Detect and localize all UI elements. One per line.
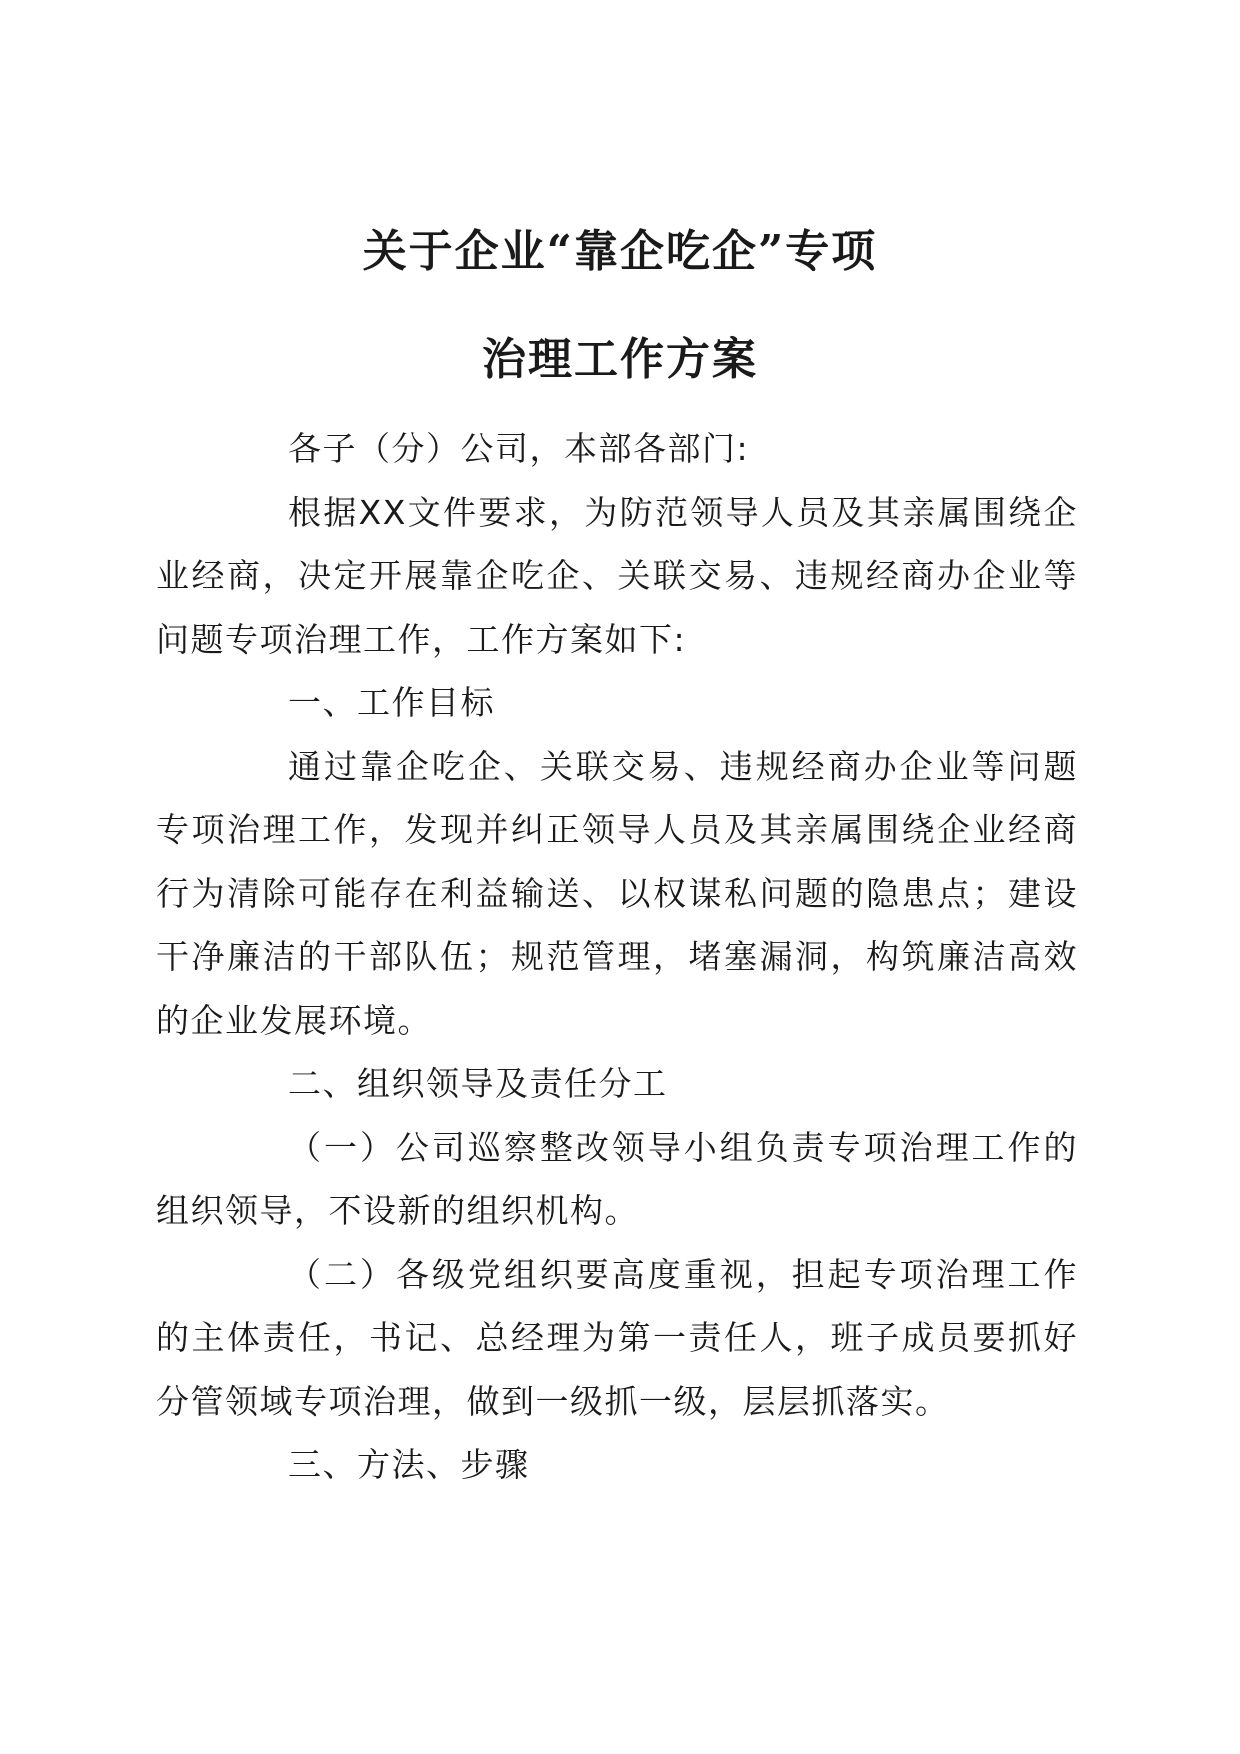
section-heading-methods: 三、方法、步骤 bbox=[288, 1445, 530, 1484]
organization-item-2: （二）各级党组织要高度重视，担起专项治理工作的主体责任，书记、总经理为第一责任人，班子成员要抓好分管领域专项治理，做到一级抓一级，层层抓落实。 bbox=[156, 1254, 1078, 1421]
section-heading-organization: 二、组织领导及责任分工 bbox=[288, 1064, 668, 1103]
organization-item-1: （一）公司巡察整改领导小组负责专项治理工作的组织领导，不设新的组织机构。 bbox=[156, 1127, 1078, 1230]
document-title-line-1: 关于企业“靠企吃企”专项 bbox=[362, 226, 878, 277]
salutation: 各子（分）公司，本部各部门: bbox=[288, 429, 750, 468]
document-title-line-2: 治理工作方案 bbox=[482, 334, 758, 385]
goals-paragraph: 通过靠企吃企、关联交易、违规经商办企业等问题专项治理工作，发现并纠正领导人员及其亲属围绕企业经商行为清除可能存在利益输送、以权谋私问题的隐患点；建设干净廉洁的干部队伍；规范管理，堵塞漏洞，构筑廉洁高效的企业发展环境。 bbox=[156, 746, 1078, 1040]
intro-paragraph: 根据XX文件要求，为防范领导人员及其亲属围绕企业经商，决定开展靠企吃企、关联交易、违规经商办企业等问题专项治理工作，工作方案如下: bbox=[156, 492, 1078, 659]
document-body bbox=[156, 417, 1078, 1497]
section-heading-goals: 一、工作目标 bbox=[288, 683, 495, 722]
